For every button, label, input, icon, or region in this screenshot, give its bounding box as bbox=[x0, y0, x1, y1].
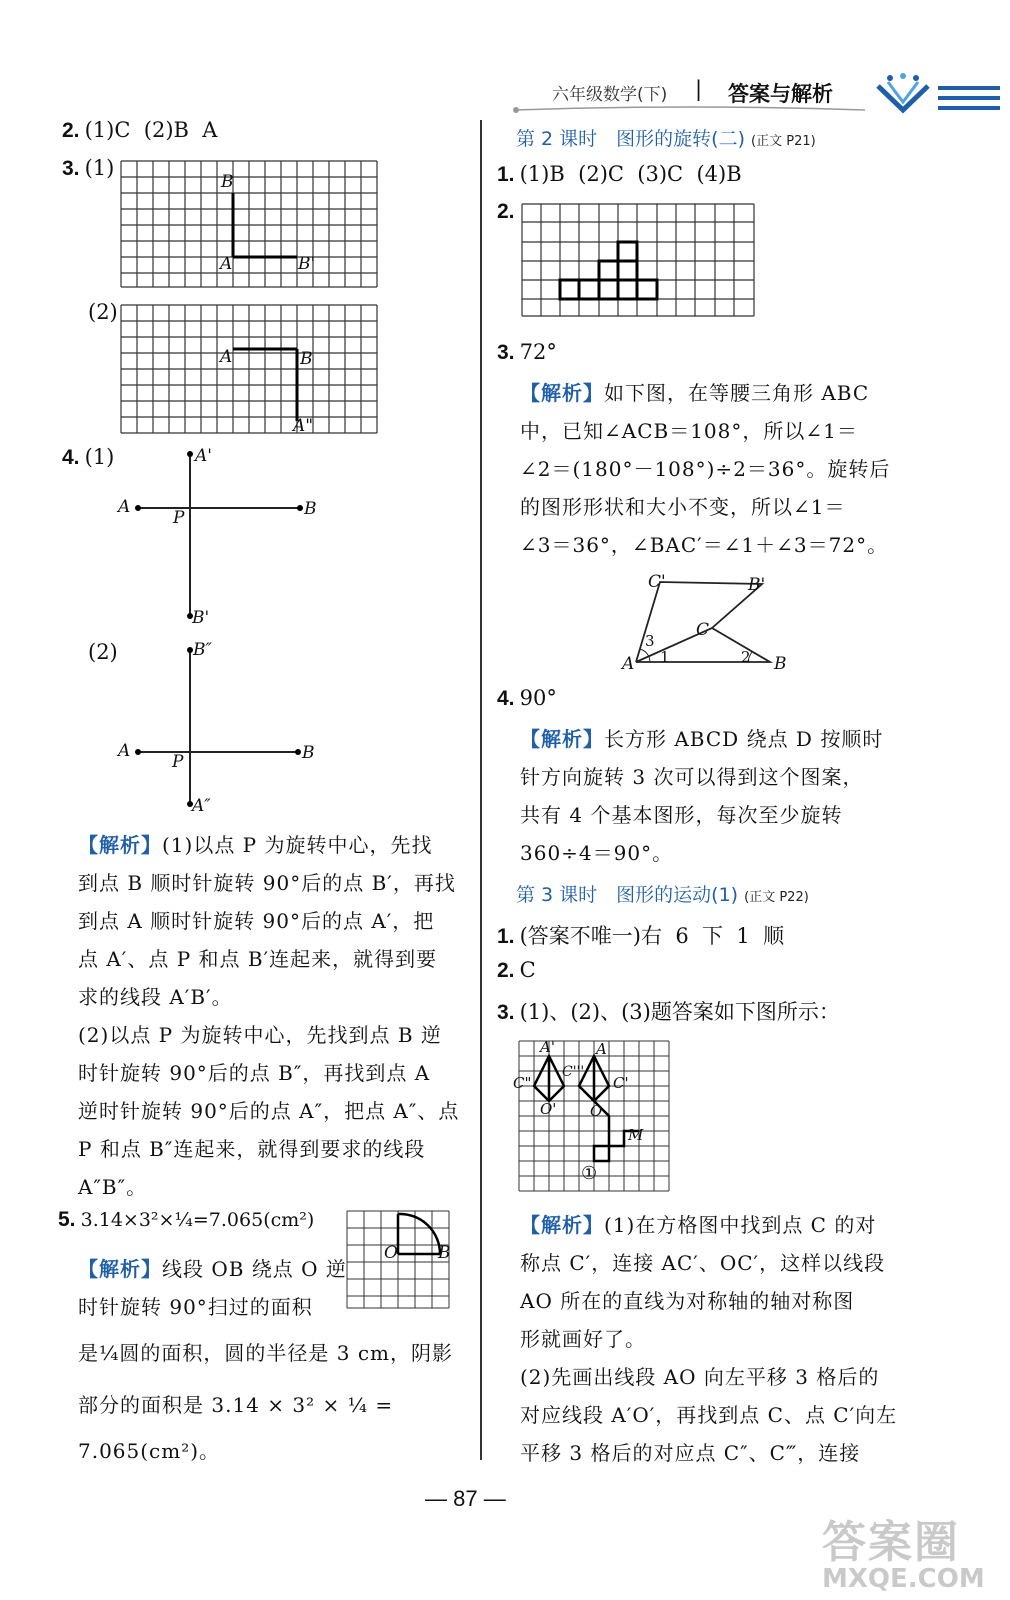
point-label: C bbox=[696, 620, 710, 640]
right-r2 bbox=[497, 958, 536, 983]
column-divider bbox=[480, 120, 482, 1460]
point-label: ① bbox=[581, 1163, 598, 1184]
point-label: C" bbox=[513, 1074, 532, 1092]
analysis-tag: 【解析】 bbox=[520, 381, 604, 405]
answer-text: 72° bbox=[519, 340, 557, 364]
analysis-q4 bbox=[78, 826, 463, 1206]
point-label: A bbox=[622, 654, 635, 674]
header bbox=[500, 72, 1010, 122]
analysis-line: 360÷4＝90°。 bbox=[520, 841, 674, 865]
analysis-line: P 和点 B″连起来，就得到要求的线段 bbox=[78, 1137, 426, 1161]
analysis-line: ∠2＝(180°－108°)÷2＝36°。旋转后 bbox=[520, 457, 891, 481]
figure-q4-2 bbox=[130, 644, 310, 812]
point-label: C' bbox=[613, 1074, 629, 1092]
analysis-line: 求的线段 A′B′。 bbox=[78, 985, 233, 1009]
part-label: (1) bbox=[84, 445, 115, 469]
point-label: A bbox=[118, 741, 131, 761]
grid-q3-1 bbox=[120, 160, 380, 290]
point-label: 2 bbox=[741, 648, 751, 666]
point-label: B bbox=[774, 654, 787, 674]
watermark-text: 答案圈 bbox=[822, 1517, 960, 1568]
analysis-q5 bbox=[78, 1250, 463, 1470]
analysis-tag: 【解析】 bbox=[520, 727, 604, 751]
left-q2 bbox=[62, 118, 217, 143]
right-q3 bbox=[497, 340, 557, 365]
question-number: 4. bbox=[497, 687, 515, 710]
point-label: C' bbox=[648, 572, 666, 592]
grid-q3-2 bbox=[120, 304, 380, 436]
part-label: (1) bbox=[84, 156, 115, 180]
question-number: 2. bbox=[62, 119, 80, 142]
point-label: A bbox=[596, 1040, 607, 1058]
analysis-line: A″B″。 bbox=[78, 1175, 148, 1199]
point-label: A bbox=[118, 497, 131, 517]
analysis-r3b bbox=[520, 1206, 915, 1472]
analysis-line: 形就画好了。 bbox=[520, 1327, 646, 1351]
analysis-line: 到点 A 顺时针旋转 90°后的点 A′，把 bbox=[78, 909, 435, 933]
point-label: 3 bbox=[645, 632, 655, 650]
analysis-line: 称点 C′，连接 AC′、OC′，这样以线段 bbox=[520, 1251, 886, 1275]
left-q3 bbox=[62, 156, 114, 181]
analysis-line: 时针旋转 90°扫过的面积 bbox=[78, 1295, 313, 1319]
point-label: 1 bbox=[660, 648, 670, 666]
analysis-line: 是¼圆的面积，圆的半径是 3 cm，阴影 bbox=[78, 1341, 453, 1365]
question-number: 2. bbox=[497, 959, 515, 982]
point-label: A″ bbox=[192, 796, 211, 816]
answer-text: (1)B (2)C (3)C (4)B bbox=[519, 162, 742, 186]
right-q1 bbox=[497, 162, 742, 187]
question-number: 3. bbox=[497, 1001, 515, 1024]
point-label: B' bbox=[748, 575, 766, 595]
left-q4 bbox=[62, 445, 114, 470]
answer-text: C bbox=[519, 958, 536, 982]
answer-text: 3.14×3²×¼=7.065(cm²) bbox=[80, 1209, 315, 1231]
answer-text: 90° bbox=[519, 686, 557, 710]
page-number: — 87 — bbox=[425, 1486, 506, 1511]
grid-label: B' bbox=[298, 254, 316, 274]
answer-text: (1)C (2)B A bbox=[84, 118, 218, 142]
analysis-line: 到点 B 顺时针旋转 90°后的点 B′，再找 bbox=[78, 871, 456, 895]
analysis-line: 【解析】(1)以点 P 为旋转中心，先找 bbox=[78, 833, 433, 857]
analysis-line: 平移 3 格后的对应点 C″、C‴，连接 bbox=[520, 1441, 861, 1465]
analysis-tag: 【解析】 bbox=[78, 833, 162, 857]
right-q4 bbox=[497, 686, 557, 711]
analysis-tag: 【解析】 bbox=[520, 1213, 604, 1237]
grid-label: B bbox=[300, 349, 313, 369]
header-grade: 六年级数学(下) bbox=[552, 85, 668, 105]
analysis-line: 7.065(cm²)。 bbox=[78, 1439, 221, 1463]
grid-label: A bbox=[220, 254, 233, 274]
analysis-line: 【解析】长方形 ABCD 绕点 D 按顺时 bbox=[520, 727, 884, 751]
part-label: (2) bbox=[88, 640, 118, 664]
analysis-tag: 【解析】 bbox=[78, 1257, 162, 1281]
watermark bbox=[822, 1506, 985, 1594]
analysis-line: 时针旋转 90°后的点 B″，再找到点 A bbox=[78, 1061, 431, 1085]
analysis-line: 对应线段 A′O′，再找到点 C、点 C′向左 bbox=[520, 1403, 898, 1427]
lesson-2-title: 第 2 课时 图形的旋转(二) (正文 P21) bbox=[516, 128, 816, 150]
analysis-r3 bbox=[520, 374, 915, 564]
point-label: B bbox=[302, 743, 315, 763]
analysis-line: AO 所在的直线为对称轴的轴对称图 bbox=[520, 1289, 855, 1313]
analysis-line: 点 A′、点 P 和点 B′连起来，就得到要 bbox=[78, 947, 438, 971]
book-logo-icon bbox=[868, 72, 1008, 118]
point-label: P bbox=[173, 508, 185, 528]
point-label: B″ bbox=[193, 640, 212, 660]
question-number: 1. bbox=[497, 925, 515, 948]
analysis-line: 逆时针旋转 90°后的点 A″，把点 A″、点 bbox=[78, 1099, 460, 1123]
question-number: 1. bbox=[497, 163, 515, 186]
question-number: 4. bbox=[62, 446, 80, 469]
analysis-line: 【解析】如下图，在等腰三角形 ABC bbox=[520, 381, 870, 405]
question-number: 2. bbox=[497, 200, 515, 223]
analysis-line: ∠3＝36°，∠BAC′＝∠1＋∠3＝72°。 bbox=[520, 533, 889, 557]
analysis-line: 部分的面积是 3.14 × 3² × ¼ = bbox=[78, 1393, 394, 1417]
question-number: 3. bbox=[62, 157, 80, 180]
analysis-line: 共有 4 个基本图形，每次至少旋转 bbox=[520, 803, 843, 827]
point-label: A' bbox=[195, 446, 212, 466]
analysis-line: 中，已知∠ACB＝108°，所以∠1＝ bbox=[520, 419, 858, 443]
watermark-url: MXQE.COM bbox=[822, 1564, 985, 1594]
analysis-line: 【解析】线段 OB 绕点 O 逆 bbox=[78, 1257, 347, 1281]
figure-q4-1 bbox=[130, 448, 310, 628]
part-label: (2) bbox=[88, 300, 118, 324]
analysis-line: (2)先画出线段 AO 向左平移 3 格后的 bbox=[520, 1365, 880, 1389]
point-label: B bbox=[438, 1243, 451, 1263]
answer-text: (答案不唯一)右 6 下 1 顺 bbox=[519, 924, 785, 948]
header-divider: | bbox=[695, 77, 703, 101]
grid-r2 bbox=[521, 203, 757, 319]
right-r1 bbox=[497, 920, 784, 950]
point-label: B' bbox=[192, 608, 210, 628]
point-label: A' bbox=[540, 1038, 555, 1056]
point-label: O bbox=[384, 1243, 398, 1263]
point-label: O' bbox=[540, 1100, 557, 1118]
analysis-line: (2)以点 P 为旋转中心，先找到点 B 逆 bbox=[78, 1023, 442, 1047]
point-label: P bbox=[172, 752, 184, 772]
grid-label: A bbox=[220, 347, 233, 367]
grid-label: A" bbox=[293, 416, 314, 436]
point-label: C''' bbox=[562, 1064, 585, 1080]
point-label: O bbox=[590, 1102, 603, 1120]
point-label: B bbox=[304, 499, 317, 519]
analysis-r4 bbox=[520, 720, 915, 872]
analysis-line: 针方向旋转 3 次可以得到这个图案， bbox=[520, 765, 864, 789]
question-number: 5. bbox=[58, 1208, 76, 1231]
right-r3 bbox=[497, 996, 840, 1026]
analysis-line: 的图形形状和大小不变，所以∠1＝ bbox=[520, 495, 846, 519]
header-title: 答案与解析 bbox=[728, 82, 833, 106]
point-label: M bbox=[628, 1126, 644, 1144]
grid-label: B bbox=[221, 172, 234, 192]
analysis-line: 【解析】(1)在方格图中找到点 C 的对 bbox=[520, 1213, 877, 1237]
lesson-3-title: 第 3 课时 图形的运动(1) (正文 P22) bbox=[516, 884, 809, 906]
left-q5 bbox=[58, 1208, 314, 1232]
answer-text: (1)、(2)、(3)题答案如下图所示： bbox=[519, 1000, 840, 1024]
question-number: 3. bbox=[497, 341, 515, 364]
